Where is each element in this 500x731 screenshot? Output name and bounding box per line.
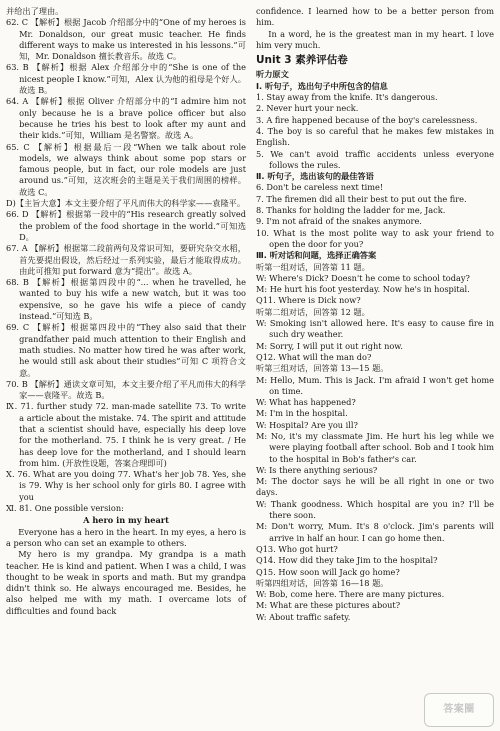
left-paragraph-l11: 70. B 【解析】通读文章可知，本文主要介绍了平凡而伟大的科学家——袁隆平。故选 B。 (6, 378, 246, 401)
right-paragraph-r09: 4. The boy is so careful that he makes few mistakes in English. (256, 125, 494, 148)
right-paragraph-r37: Q14. How did they take Jim to the hospital? (256, 555, 438, 566)
right-paragraph-r36: Q13. Who got hurt? (256, 543, 338, 554)
right-paragraph-r15: 9. I'm not afraid of the snakes anymore. (256, 216, 422, 227)
right-paragraph-r10: 5. We can't avoid traffic accidents unless everyone follows the rules. (256, 148, 494, 170)
right-paragraph-r30: W: Hospital? Are you ill? (256, 419, 358, 430)
left-paragraph-l12: Ⅸ. 71. further study 72. man-made satellite 73. To write a article about the mistake. 74. The spirit and attitude that a scientist should have, especially his deep love for the motherland. 75. I think he is very great. / He has deep love for the motherland, and I should learn from him. (开放性设题，答案合理即可) (6, 401, 246, 468)
right-paragraph-r31: M: No, it's my classmate Jim. He hurt his leg while we were playing football after school. Bob and I took him to the hospital in Bob's father's car. (256, 430, 494, 464)
right-paragraph-r16: 10. What is the most polite way to ask your friend to open the door for you? (256, 227, 494, 249)
right-paragraph-r05: Ⅰ. 听句子，选出句子中所包含的信息 (256, 80, 388, 91)
right-paragraph-r40: W: Bob, come here. There are many pictures. (256, 589, 445, 600)
right-paragraph-r13: 7. The firemen did all their best to put out the fire. (256, 193, 467, 204)
right-paragraph-r26: 听第三组对话，回答第 13—15 题。 (256, 363, 389, 374)
right-paragraph-r20: M: He hurt his foot yesterday. Now he's in hospital. (256, 284, 470, 295)
left-paragraph-l06: D)【主旨大意】本文主要介绍了平凡而伟大的科学家——袁隆平。 (6, 198, 246, 209)
right-paragraph-r28: W: What has happened? (256, 397, 356, 408)
left-paragraph-l09: 68. B 【解析】根据第四段中的“... when he travelled, he wanted to buy his wife a new watch, but it was too expensive, so he gave his wife a piece of candy instead.”可知选 B。 (6, 277, 246, 322)
right-paragraph-r03: Unit 3 素养评估卷 (256, 54, 348, 67)
right-paragraph-r14: 8. Thanks for holding the ladder for me, Jack. (256, 205, 446, 216)
right-paragraph-r23: W: Smoking isn't allowed here. It's easy to cause fire in such dry weather. (256, 318, 494, 340)
right-paragraph-r18: 听第一组对话，回答第 11 题。 (256, 261, 370, 272)
left-paragraph-l03: 63. B 【解析】根据 Alex 介绍部分中的“She is one of the nicest people I know.”可知，Alex 认为他的祖母是个好人。故选 B。 (6, 62, 246, 96)
left-paragraph-l08: 67. A 【解析】根据第二段前两句及常识可知，要研究杂交水稻，首先要提出假设，然后经过一系列实验，最后才能取得成功。由此可推知 put forward 意为“提出”。故选 A。 (6, 243, 246, 276)
right-column (256, 6, 494, 623)
right-paragraph-r19: W: Where's Dick? Doesn't he come to school today? (256, 272, 470, 283)
left-paragraph-l07: 66. D 【解析】根据第一段中的“His research greatly solved the problem of the food shortage in the world.”可知选 D。 (6, 209, 246, 242)
left-paragraph-l14: Ⅺ. 81. One possible version: (6, 503, 124, 514)
left-paragraph-l05: 65. C 【解析】根据最后一段“When we talk about role models, we always think about some pop stars or famous people, but in fact, our role models are just around us.”可知，这次班会的主题是关于我们周围的榜样。故选 C。 (6, 141, 246, 197)
right-paragraph-r27: M: Hello, Mum. This is Jack. I'm afraid I won't get home on time. (256, 374, 494, 396)
left-paragraph-l17: My hero is my grandpa. My grandpa is a math teacher. He is kind and patient. When I was a child, I was thought to be weak in sports and math. But my grandpa didn't think so. He always encouraged me. Besides, he also helped me with my math. I overcame lots of difficulties and found back (6, 549, 246, 616)
left-paragraph-l16: Everyone has a hero in the heart. In my eyes, a hero is a person who can set an example to others. (6, 526, 246, 548)
right-paragraph-r39: 听第四组对话，回答第 16—18 题。 (256, 577, 389, 588)
right-paragraph-r41: M: What are these pictures about? (256, 600, 401, 611)
right-paragraph-r06: 1. Stay away from the knife. It's dangerous. (256, 92, 438, 103)
right-paragraph-r35: M: Don't worry, Mum. It's 8 o'clock. Jim's parents will arrive in half an hour. I can go home then. (256, 521, 494, 543)
right-paragraph-r22: 听第二组对话，回答第 12 题。 (256, 306, 370, 317)
left-paragraph-l04: 64. A 【解析】根据 Oliver 介绍部分中的“I admire him not only because he is a brave police officer but also because he tries his best to look after my aunt and their kids.”可知，William 是名警察。故选 A。 (6, 96, 246, 141)
left-column (6, 6, 246, 617)
right-paragraph-r32: W: Is there anything serious? (256, 464, 378, 475)
watermark-logo: 答案圈 (424, 693, 494, 727)
right-paragraph-r33: M: The doctor says he will be all right in one or two days. (256, 476, 494, 498)
right-paragraph-r34: W: Thank goodness. Which hospital are you in? I'll be there soon. (256, 498, 494, 521)
left-paragraph-l02: 62. C 【解析】根据 Jacob 介绍部分中的“One of my heroes is Mr. Donaldson, our great music teacher. He finds different ways to make us interested in his lessons.”可知，Mr. Donaldson 擅长教音乐。故选 C。 (6, 17, 246, 62)
right-paragraph-r38: Q15. How soon will Jack go home? (256, 566, 400, 577)
right-paragraph-r25: Q12. What will the man do? (256, 351, 372, 362)
right-paragraph-r07: 2. Never hurt your neck. (256, 103, 359, 114)
right-paragraph-r29: M: I'm in the hospital. (256, 408, 348, 419)
right-paragraph-r17: Ⅲ. 听对话和问题，选择正确答案 (256, 250, 377, 261)
left-paragraph-l15: A hero in my heart (83, 515, 169, 526)
right-paragraph-r11: Ⅱ. 听句子，选出该句的最佳答语 (256, 171, 374, 182)
left-paragraph-l13: Ⅹ. 76. What are you doing 77. What's her job 78. Yes, she is 79. Why is her school only for girls 80. I agree with you (6, 469, 246, 502)
right-paragraph-r02: In a word, he is the greatest man in my heart. I love him very much. (256, 28, 494, 50)
right-paragraph-r04: 听力原文 (256, 69, 289, 80)
right-paragraph-r24: M: Sorry, I will put it out right now. (256, 340, 403, 351)
right-paragraph-r01: confidence. I learned how to be a better person from him. (256, 6, 494, 28)
right-paragraph-r21: Q11. Where is Dick now? (256, 295, 361, 306)
right-paragraph-r42: W: About traffic safety. (256, 611, 351, 622)
left-paragraph-l10: 69. C 【解析】根据第四段中的“They also said that their grandfather paid much attention to their English and math studies. No matter how tired he was after work, he would still ask about their studies”可知 C 项符合文意。 (6, 322, 246, 378)
right-paragraph-r08: 3. A fire happened because of the boy's carelessness. (256, 114, 478, 125)
right-paragraph-r12: 6. Don't be careless next time! (256, 182, 384, 193)
left-paragraph-l01: 并给出了理由。 (6, 6, 64, 16)
